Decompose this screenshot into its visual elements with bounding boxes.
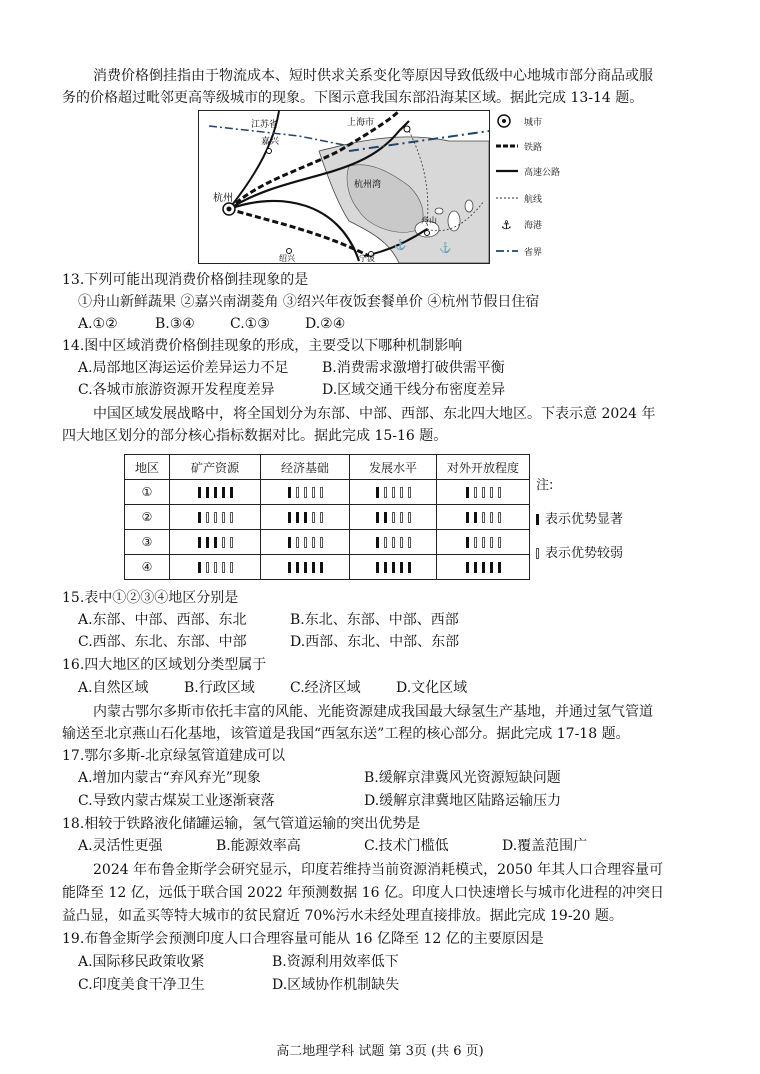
table-header-row <box>125 455 530 480</box>
q17-option-c[interactable]: C.导致内蒙古煤炭工业逐渐衰落 <box>78 793 275 809</box>
q13-option-d[interactable]: D.②④ <box>305 316 346 332</box>
table-row <box>125 555 530 580</box>
strong-bar-icon <box>536 514 539 525</box>
weak-bar-icon <box>230 562 233 573</box>
weak-bar-icon <box>392 512 395 523</box>
indicator-bars <box>288 537 323 548</box>
intro-paragraph-line: 益凸显，如孟买等特大城市的贫民窟近 70%污水未经处理直接排放。据此完成 19-20 题。 <box>62 908 623 924</box>
province-border-icon <box>494 243 520 259</box>
legend-highway: 高速公路 <box>494 163 520 179</box>
indicator-bars <box>198 487 233 498</box>
map-label-ningbo: 宁波 <box>359 254 375 263</box>
strong-bar-icon <box>376 537 379 548</box>
weak-bar-icon <box>320 487 323 498</box>
weak-bar-icon <box>320 537 323 548</box>
weak-bar-icon <box>296 537 299 548</box>
weak-bar-icon <box>222 512 225 523</box>
q17-option-b[interactable]: B.缓解京津冀风光资源短缺问题 <box>364 770 561 786</box>
intro-paragraph-line: 消费价格倒挂指由于物流成本、短时供求关系变化等原因导致低级中心地城市部分商品或服 <box>93 68 653 84</box>
table-note-strong: 表示优势显著 <box>536 508 623 527</box>
map-label-jiaxing: 嘉兴 <box>261 137 280 147</box>
indicator-cell <box>261 530 350 555</box>
indicator-cell <box>350 480 437 505</box>
q17-option-d[interactable]: D.缓解京津冀地区陆路运输压力 <box>364 793 562 809</box>
indicator-bars <box>288 512 323 523</box>
intro-paragraph-line: 务的价格超过毗邻更高等级城市的现象。下图示意我国东部沿海某区域。据此完成 13-14 题。 <box>62 90 644 106</box>
weak-bar-icon <box>408 487 411 498</box>
strong-bar-icon <box>304 512 307 523</box>
strong-bar-icon <box>474 512 477 523</box>
city-icon <box>227 207 232 212</box>
weak-bar-icon <box>490 487 493 498</box>
strong-bar-icon <box>466 512 469 523</box>
indicator-cell <box>350 555 437 580</box>
weak-bar-icon <box>230 512 233 523</box>
weak-bar-icon <box>400 512 403 523</box>
indicator-bars <box>466 537 501 548</box>
map-label-zhoushan: 舟山 <box>421 216 437 225</box>
seaport-icon: ⚓ <box>394 240 407 251</box>
q18-option-a[interactable]: A.灵活性更强 <box>78 838 163 854</box>
seaport-icon <box>494 216 520 232</box>
indicator-bars <box>376 562 411 573</box>
legend-province-border: 省界 <box>494 243 520 259</box>
indicator-bars <box>198 562 233 573</box>
weak-bar-icon <box>222 562 225 573</box>
indicator-bars <box>466 512 501 523</box>
weak-bar-icon <box>214 512 217 523</box>
map-label-shaoxing: 绍兴 <box>279 254 295 263</box>
weak-bar-icon <box>482 512 485 523</box>
city-icon <box>267 149 272 154</box>
strong-bar-icon <box>214 487 217 498</box>
indicator-cell <box>437 505 530 530</box>
strong-bar-icon <box>304 562 307 573</box>
strong-bar-icon <box>384 562 387 573</box>
city-icon <box>494 113 518 129</box>
strong-bar-icon <box>376 562 379 573</box>
weak-bar-icon <box>222 537 225 548</box>
q18-option-c[interactable]: C.技术门槛低 <box>364 838 449 854</box>
q14-option-b[interactable]: B.消费需求激增打破供需平衡 <box>322 360 505 376</box>
strong-bar-icon <box>288 562 291 573</box>
strong-bar-icon <box>474 562 477 573</box>
city-icon <box>287 249 292 254</box>
highway-line <box>229 201 359 261</box>
indicator-bars <box>466 487 501 498</box>
indicator-bars <box>288 487 323 498</box>
island <box>448 211 460 231</box>
table-header: 经济基础 <box>261 455 350 480</box>
q17-option-a[interactable]: A.增加内蒙古“弃风弃光”现象 <box>78 770 261 786</box>
city-icon <box>404 126 410 132</box>
strong-bar-icon <box>376 512 379 523</box>
q16-option-d[interactable]: D.文化区域 <box>396 680 468 696</box>
strong-bar-icon <box>198 537 201 548</box>
strong-bar-icon <box>408 562 411 573</box>
q19-option-d[interactable]: D.区域协作机制缺失 <box>272 977 400 993</box>
svg-text:⚓: ⚓ <box>501 218 512 232</box>
weak-bar-icon <box>408 512 411 523</box>
strong-bar-icon <box>490 562 493 573</box>
indicator-cell <box>261 480 350 505</box>
indicator-cell <box>261 555 350 580</box>
q16-option-c[interactable]: C.经济区域 <box>290 680 361 696</box>
question-14-stem: 14.图中区域消费价格倒挂现象的形成，主要受以下哪种机制影响 <box>62 338 463 354</box>
q18-option-d[interactable]: D.覆盖范围广 <box>502 838 588 854</box>
strong-bar-icon <box>498 562 501 573</box>
strong-bar-icon <box>312 562 315 573</box>
table-header: 对外开放程度 <box>437 455 530 480</box>
weak-bar-icon <box>230 537 233 548</box>
strong-bar-icon <box>296 562 299 573</box>
strong-bar-icon <box>392 562 395 573</box>
region-map <box>198 110 490 264</box>
weak-bar-icon <box>408 537 411 548</box>
q15-option-b[interactable]: B.东北、东部、中部、西部 <box>290 612 459 628</box>
strong-bar-icon <box>400 562 403 573</box>
weak-bar-icon <box>312 537 315 548</box>
weak-bar-icon <box>392 487 395 498</box>
indicator-cell <box>170 555 261 580</box>
strong-bar-icon <box>230 487 233 498</box>
page-footer: 高二地理学科 试题 第 3页 (共 6 页) <box>276 1044 484 1059</box>
indicator-bars <box>466 562 501 573</box>
intro-paragraph-line: 内蒙古鄂尔多斯市依托丰富的风能、光能资源建成我国最大绿氢生产基地，并通过氢气管道 <box>93 704 653 720</box>
q16-option-b[interactable]: B.行政区域 <box>184 680 255 696</box>
q19-option-a[interactable]: A.国际移民政策收紧 <box>78 954 205 970</box>
region-cell: ④ <box>125 555 170 580</box>
weak-bar-icon <box>400 487 403 498</box>
railway-icon <box>494 138 520 154</box>
weak-bar-icon <box>320 512 323 523</box>
island <box>435 208 443 214</box>
intro-paragraph-line: 能降至 12 亿，远低于联合国 2022 年预测数据 16 亿。印度人口快速增长与城市化进程的冲突日 <box>62 885 664 901</box>
indicator-cell <box>437 555 530 580</box>
table-header: 发展水平 <box>350 455 437 480</box>
q18-option-b[interactable]: B.能源效率高 <box>216 838 301 854</box>
strong-bar-icon <box>288 487 291 498</box>
legend-seaport: ⚓ 海港 <box>494 216 520 232</box>
weak-bar-icon <box>490 537 493 548</box>
strong-bar-icon <box>214 537 217 548</box>
q16-option-a[interactable]: A.自然区域 <box>78 680 149 696</box>
table-row <box>125 530 530 555</box>
strong-bar-icon <box>466 537 469 548</box>
q15-option-a[interactable]: A.东部、中部、西部、东北 <box>78 612 247 628</box>
intro-paragraph-line: 四大地区划分的部分核心指标数据对比。据此完成 15-16 题。 <box>62 428 448 444</box>
q13-option-c[interactable]: C.①③ <box>230 316 270 332</box>
strong-bar-icon <box>198 487 201 498</box>
weak-bar-icon <box>536 548 539 559</box>
region-cell: ② <box>125 505 170 530</box>
indicator-cell <box>261 505 350 530</box>
strong-bar-icon <box>206 537 209 548</box>
strong-bar-icon <box>466 562 469 573</box>
q14-option-c[interactable]: C.各城市旅游资源开发程度差异 <box>78 382 275 398</box>
legend-railway: 铁路 <box>494 138 520 154</box>
weak-bar-icon <box>474 537 477 548</box>
strong-bar-icon <box>198 562 201 573</box>
q13-option-b[interactable]: B.③④ <box>155 316 195 332</box>
strong-bar-icon <box>206 487 209 498</box>
table-note-weak: 表示优势较弱 <box>536 542 623 561</box>
region-indicator-table <box>124 454 530 580</box>
indicator-cell <box>170 530 261 555</box>
question-13-stem: 13.下列可能出现消费价格倒挂现象的是 <box>62 272 309 288</box>
intro-paragraph-line: 中国区域发展战略中，将全国划分为东部、中部、西部、东北四大地区。下表示意 2024 年 <box>93 406 656 422</box>
weak-bar-icon <box>206 512 209 523</box>
weak-bar-icon <box>384 487 387 498</box>
map-label-hangzhouwan: 杭州湾 <box>354 180 382 190</box>
indicator-bars <box>376 512 411 523</box>
weak-bar-icon <box>474 487 477 498</box>
region-cell: ① <box>125 480 170 505</box>
strong-bar-icon <box>482 562 485 573</box>
table-note-title: 注: <box>536 478 554 493</box>
weak-bar-icon <box>482 537 485 548</box>
weak-bar-icon <box>498 537 501 548</box>
weak-bar-icon <box>400 537 403 548</box>
weak-bar-icon <box>498 487 501 498</box>
strong-bar-icon <box>296 512 299 523</box>
indicator-cell <box>350 530 437 555</box>
map-label-shanghai: 上海市 <box>347 118 375 128</box>
island <box>465 200 473 212</box>
question-15-stem: 15.表中①②③④地区分别是 <box>62 590 239 606</box>
strong-bar-icon <box>320 562 323 573</box>
question-16-stem: 16.四大地区的区域划分类型属于 <box>62 657 267 673</box>
map-label-hangzhou: 杭州 <box>213 193 233 204</box>
map-drawing <box>199 111 489 263</box>
weak-bar-icon <box>304 487 307 498</box>
indicator-cell <box>350 505 437 530</box>
shipping-route-icon <box>494 190 520 206</box>
table-row <box>125 505 530 530</box>
q15-option-c[interactable]: C.西部、东北、东部、中部 <box>78 634 247 650</box>
weak-bar-icon <box>392 537 395 548</box>
weak-bar-icon <box>304 537 307 548</box>
q14-option-a[interactable]: A.局部地区海运运价差异运力不足 <box>78 360 289 376</box>
legend-shipping: 航线 <box>494 190 520 206</box>
region-cell: ③ <box>125 530 170 555</box>
strong-bar-icon <box>376 487 379 498</box>
indicator-cell <box>437 530 530 555</box>
table-header: 地区 <box>125 455 170 480</box>
strong-bar-icon <box>384 512 387 523</box>
strong-bar-icon <box>288 537 291 548</box>
weak-bar-icon <box>206 562 209 573</box>
intro-paragraph-line: 输送至北京燕山石化基地，该管道是我国“西氢东送”工程的核心部分。据此完成 17-18 题。 <box>62 726 630 742</box>
table-row <box>125 480 530 505</box>
q15-option-d[interactable]: D.西部、东北、中部、东部 <box>290 634 460 650</box>
weak-bar-icon <box>482 487 485 498</box>
weak-bar-icon <box>214 562 217 573</box>
city-icon <box>425 231 430 236</box>
q19-option-b[interactable]: B.资源利用效率低下 <box>272 954 399 970</box>
q13-option-a[interactable]: A.①② <box>78 316 118 332</box>
strong-bar-icon <box>288 512 291 523</box>
strong-bar-icon <box>198 512 201 523</box>
question-19-stem: 19.布鲁金斯学会预测印度人口合理容量可能从 16 亿降至 12 亿的主要原因是 <box>62 931 544 947</box>
strong-bar-icon <box>466 487 469 498</box>
seaport-icon: ⚓ <box>439 243 452 254</box>
indicator-bars <box>376 487 411 498</box>
question-18-stem: 18.相较于铁路液化储罐运输，氢气管道运输的突出优势是 <box>62 816 421 832</box>
weak-bar-icon <box>384 537 387 548</box>
strong-bar-icon <box>222 487 225 498</box>
weak-bar-icon <box>490 512 493 523</box>
highway-icon <box>494 163 520 179</box>
indicator-cell <box>170 505 261 530</box>
weak-bar-icon <box>312 512 315 523</box>
weak-bar-icon <box>312 487 315 498</box>
q19-option-c[interactable]: C.印度美食干净卫生 <box>78 977 205 993</box>
question-17-stem: 17.鄂尔多斯-北京绿氢管道建成可以 <box>62 748 285 764</box>
indicator-bars <box>288 562 323 573</box>
q14-option-d[interactable]: D.区域交通干线分布密度差异 <box>322 382 506 398</box>
weak-bar-icon <box>296 487 299 498</box>
map-legend <box>494 110 574 265</box>
question-13-items: ①舟山新鲜蔬果 ②嘉兴南湖菱角 ③绍兴年夜饭套餐单价 ④杭州节假日住宿 <box>78 294 540 310</box>
indicator-bars <box>376 537 411 548</box>
indicator-bars <box>198 512 233 523</box>
map-label-jiangsu: 江苏省 <box>251 120 279 130</box>
weak-bar-icon <box>498 512 501 523</box>
indicator-bars <box>198 537 233 548</box>
indicator-cell <box>437 480 530 505</box>
table-header: 矿产资源 <box>170 455 261 480</box>
indicator-cell <box>170 480 261 505</box>
legend-city: 城市 <box>494 113 518 129</box>
intro-paragraph-line: 2024 年布鲁金斯学会研究显示，印度若维持当前资源消耗模式，2050 年其人口合理容量可 <box>93 862 664 878</box>
